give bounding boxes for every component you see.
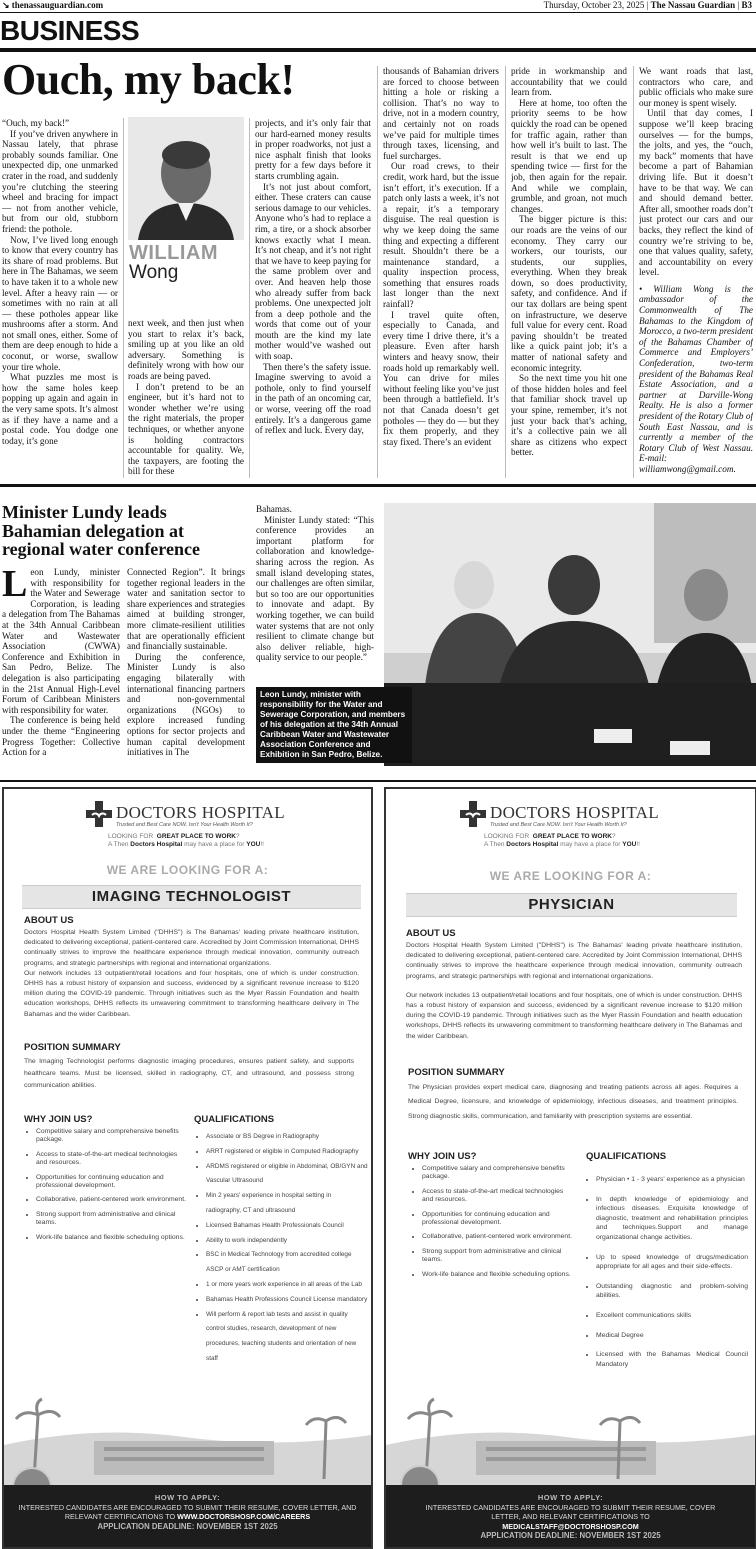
medical-staff-email[interactable]: MEDICALSTAFF@DOCTORSHOSP.COM [502, 1521, 639, 1531]
why-join-heading: WHY JOIN US? [408, 1151, 477, 1162]
qualifications-heading: QUALIFICATIONS [194, 1114, 275, 1125]
cross-icon [460, 801, 486, 827]
article-column-5: pride in workmanship and accountability that we could learn from. Here at home, too often the priority seems to be how quickly the road can be opened for traffic again, rather than how well it’s built to last. The result is that we end up spending twice — first for the job, then again for the repair. And while we complain, grumble, and groan, not much changes. The bigger picture is this: our roads are the veins of our economy. They carry our workers, our tourists, our students, our supplies, everything. When they break down, so does productivity, safety, and confidence. And if our tax dollars are being spent on infrastructure, we deserve full value for every cent. Road paving shouldn’t be treated like a quick paint job; it’s a matter of national safety and economic integrity. So the next time you hit one of those hidden holes and feel that familiar shock travel up your spine, remember, it’s not just your back that’s aching, it’s a collective pain we all share as citizens who expect better. [511, 66, 627, 458]
list-item: • Licensed with the Bahamas Medical Council Mandatory [596, 1350, 748, 1369]
delegation-photo [384, 503, 756, 766]
article-divider [0, 484, 756, 487]
hospital-illustration [386, 1375, 755, 1485]
article2-headline: Minister Lundy leads Bahamian delegation at regional water conference [2, 502, 200, 559]
list-item: • Medical Degree [596, 1331, 748, 1341]
list-item: • Competitive salary and comprehensive benefits package. [36, 1128, 186, 1145]
summary-text: The Physician provides expert medical care, diagnosing and treating patients across all ages. Requires a Medical Degree, licensure, and knowledge of epidemiology, infectious diseases, and treatment principles. Strong diagnostic skills, communication, and familiarity with prescription systems are essential. [408, 1084, 738, 1120]
job-title: IMAGING TECHNOLOGIST [22, 885, 361, 909]
summary-heading: POSITION SUMMARY [408, 1067, 505, 1078]
job-title: PHYSICIAN [406, 893, 737, 917]
dropcap: L [2, 567, 28, 605]
list-item: • Outstanding diagnostic and problem-solving abilities. [596, 1282, 748, 1301]
author-photo [128, 117, 244, 240]
article2-column-2: Connected Region”. It brings together regional leaders in the water and sanitation sector to share experiences and strategies aimed at building stronger, more climate-resilient utilities that are operationally efficient and financially sustainable. During the conference, Minister Lundy is also engaging bilaterally with international financing partners and non-governmental organizations (NGOs) to explore increased funding options for sector projects and human capital development initiatives in The [127, 567, 245, 758]
application-deadline: APPLICATION DEADLINE: NOVEMBER 1ST 2025 [97, 1521, 278, 1531]
photo-caption: Leon Lundy, minister with responsibility for the Water and Sewerage Corporation, and members of his delegation at the 34th Annual Caribbean Water and Wastewater Association Conference and Exhibition in San Pedro, Belize. [256, 687, 412, 763]
article-column-3: projects, and it’s only fair that our hard-earned money results in proper roadworks, not just a nice asphalt finish that looks pretty for a few days before it starts crumbling again. It’s not just about comfort, either. These craters can cause serious damage to our vehicles. Anyone who’s had to replace a rim, a tire, or a shock absorber knows exactly what I mean. It’s not cheap, and it’s not right that we have to keep paying for the same problem over and over. And heaven help those who already suffer from back problems. One unexpected jolt from a deep pothole and the words that come out of your mouth are the kind my late mother would’ve washed out with soap. Then there’s the safety issue. Imagine swerving to avoid a pothole, only to find yourself in the path of an oncoming car, or worse, veering off the road entirely. It’s a dangerous game of reflex and luck. Every day, [255, 118, 371, 436]
arrow-icon: ↘ [2, 0, 12, 10]
list-item: • Strong support from administrative and clinical teams. [422, 1248, 572, 1265]
list-item: • ARRT registered or eligible in Computed Radiography [206, 1145, 368, 1160]
list-item: • Associate or BS Degree in Radiography [206, 1130, 368, 1145]
list-item: • Strong support from administrative and clinical teams. [36, 1211, 186, 1228]
about-text: Doctors Hospital Health System Limited ("DHHS") is The Bahamas' leading private healthcare institution, dedicated to delivering exceptional, patient-centered care. Accredited by Joint Commission International, DHHS continually strives to improve the healthcare experience through medical innovation, community outreach programs, and strategic partnerships with regional and international organizations. Our network includes 13 outpatient/retail locations and four hospitals, one of which is under construction. DHHS has a robust history of expansion and success, evidenced by a significant revenue increase to $120 million during the COVID-19 pandemic. Through initiatives such as the Myer Rassin Foundation and health education workshops, DHHS reflects its unwavering commitment to transforming healthcare delivery in The Bahamas and the wider Caribbean. [406, 942, 742, 1040]
column-divider [377, 66, 378, 478]
how-to-apply: HOW TO APPLY: [537, 1493, 604, 1502]
apply-footer [386, 1485, 755, 1547]
list-item: • Excellent communications skills [596, 1311, 748, 1321]
list-item: • Opportunities for continuing education and professional development. [422, 1211, 572, 1228]
ad-imaging-technologist[interactable] [2, 787, 373, 1549]
careers-link[interactable]: WWW.DOCTORSHOSP.COM/CAREERS [177, 1512, 311, 1521]
apply-text: INTERESTED CANDIDATES ARE ENCOURAGED TO SUBMIT THEIR RESUME, COVER LETTER, AND RELEVANT CERTIFICATIONS TO WWW.DOCTORSHOSP.COM/CAREERS [18, 1502, 357, 1521]
cross-icon [86, 801, 112, 827]
list-item: • Physician • 1 - 3 years' experience as a physician [596, 1175, 748, 1185]
article2-column-1: Leon Lundy, minister with responsibility for the Water and Sewerage Corporation, is leading a delegation from The Bahamas at the 34th Annual Caribbean Water and Wastewater Association (CWWA) Conference and Exhibition in San Pedro, Belize. The delegation is also participating in the 21st Annual High-Level Forum of Caribbean Ministers with responsibility for water. The conference is being held under the theme “Engineering Progress Together: Collective Action for a [2, 567, 120, 758]
article-column-4: thousands of Bahamian drivers are forced to choose between hitting a hole or risking a collision. That’s no way to drive, not in a modern country, and certainly not on roads we’ve paid for multiple times through taxes, licensing, and fuel surcharges. Our road crews, to their credit, work hard, but the issue isn’t effort, it’s execution. If a patch only lasts a week, it’s not a repair, it’s a temporary disguise. The real question is why we keep doing the same thing and expecting a different result. Shouldn’t there be a maintenance standard, a quality inspection process, something that ensures roads last longer than the next rainfall? I travel quite often, especially to Canada, and every time I drive there, it’s a pleasure. Even after harsh winters and heavy snow, their roads hold up remarkably well. You can drive for miles without feeling like you’ve just been through a battlefield. It’s not that Canada doesn’t get potholes — they do — but they fix them properly, and they stay fixed. There’s an evident [383, 66, 499, 447]
column-divider [633, 66, 634, 478]
list-item: • Licensed Bahamas Health Professionals Council [206, 1219, 368, 1234]
looking-for-text: LOOKING FOR GREAT PLACE TO WORK? A Then Doctors Hospital may have a place for YOU!! [108, 833, 264, 848]
list-item: • Competitive salary and comprehensive benefits package. [422, 1165, 572, 1182]
why-join-list [412, 1165, 572, 1285]
list-item: • Opportunities for continuing education and professional development. [36, 1174, 186, 1191]
qualifications-list [196, 1130, 368, 1367]
top-rule [0, 12, 756, 13]
list-item: • Min 2 years' experience in hospital setting in radiography, CT and ultrasound [206, 1189, 368, 1219]
application-deadline: APPLICATION DEADLINE: NOVEMBER 1ST 2025 [480, 1531, 661, 1540]
section-title: BUSINESS [0, 15, 140, 46]
list-item: • Will perform & report lab tests and assist in quality control studies, research, development of new procedures, teaching students and orientation of new staff [206, 1308, 368, 1367]
list-item: • BSC in Medical Technology from accredited college ASCP or AMT certification [206, 1248, 368, 1278]
ads-divider [0, 780, 756, 782]
article-column-1: “Ouch, my back!” If you’ve driven anywhere in Nassau lately, that phrase probably sounds familiar. One unexpected dip, one unmarked crater in the road, and suddenly you’re clutching the steering wheel and bracing for impact — not from another vehicle, but from our old, stubborn friend: the pothole. Now, I’ve lived long enough to know that every country has its share of road problems. But here in The Bahamas, we seem to have taken it to a whole new level. After a heavy rain — or sometimes with no rain at all — these potholes appear like mushrooms after a storm. And not small ones, either. Some of them are deep enough to hide a coconut, or worse, swallow your tire whole. What puzzles me most is how the same holes keep popping up again and again in the very same spots. It’s almost as if they have a name and a postal code. You dodge one today, it’s gone [2, 118, 118, 446]
why-join-list [26, 1128, 186, 1248]
qualifications-heading: QUALIFICATIONS [586, 1151, 667, 1162]
list-item: • Collaborative, patient-centered work environment. [36, 1196, 186, 1204]
list-item: • Up to speed knowledge of drugs/medication appropriate for all ages and their side-effects. [596, 1253, 748, 1272]
author-bio: • William Wong is the ambassador of the Commonwealth of The Bahamas to the Kingdom of Morocco, a two-term president of the Bahamas Chamber of Commerce and Employers’ Confederation, two-term president of the Bahamas Real Estate Association, and a partner at Darville-Wong Realty. He is also a former president of the Rotary Club of South East Nassau, and is currently a member of the Rotary Club of West Nassau. E-mail: williamwong@gmail.com. [639, 283, 753, 474]
list-item: • Work-life balance and flexible scheduling options. [422, 1271, 572, 1279]
author-last-name: Wong [129, 262, 179, 283]
article2-column-3: Bahamas. Minister Lundy stated: “This conference provides an important platform for collaboration and knowledge-sharing across the region. As small island developing states, our challenges are often similar, but so too are our opportunities to innovate and adapt. By working together, we can build water systems that are not only resilient to climate change but also deliver reliable, high-quality service to our people.” [256, 504, 374, 663]
qualifications-list [586, 1175, 748, 1379]
summary-heading: POSITION SUMMARY [24, 1042, 121, 1053]
looking-for-text: LOOKING FOR GREAT PLACE TO WORK? A Then Doctors Hospital may have a place for YOU!! [484, 833, 640, 848]
list-item: • Bahamas Health Professions Council License mandatory [206, 1293, 368, 1308]
we-are-looking-heading: WE ARE LOOKING FOR A: [106, 863, 269, 877]
article-column-6: We want roads that last, contractors who care, and public officials who make sure our money is spent wisely. Until that day comes, I suppose we’ll keep bracing ourselves — for the bumps, the jolts, and yes, the “ouch, my back” moments that have become a part of Bahamian driving life. But it doesn’t have to be that way. We can and should demand better. After all, smoother roads don’t just protect our cars and our backs, they reflect the kind of country we’re striving to be, one that values quality, safety, and accountability on every level. • William Wong is the ambassador of the Commonwealth of The Bahamas to the Kingdom of Morocco, a two-term president of the Bahamas Chamber of Commerce and Employers’ Confederation, two-term president of the Bahamas Real Estate Association, and a partner at Darville-Wong Realty. He is also a former president of the Rotary Club of South East Nassau, and is currently a member of the Rotary Club of West Nassau. E-mail: williamwong@gmail.com. [639, 66, 753, 474]
hospital-illustration [4, 1375, 371, 1485]
tagline: Trusted and Best Care NOW. Isn't Your Health Worth It? [116, 822, 253, 828]
apply-text: INTERESTED CANDIDATES ARE ENCOURAGED TO SUBMIT THEIR RESUME, COVER LETTER, AND RELEVANT CERTIFICATIONS TO MEDICALSTAFF@DOCTORSHOSP.COM [425, 1502, 716, 1531]
brand-name: DOCTORS HOSPITAL [116, 803, 285, 822]
apply-footer [4, 1485, 371, 1547]
article-column-2: next week, and then just when you start to relax it’s back, smiling up at you like an old adversary. Something is definitely wrong with how our roads are being paved. I don’t pretend to be an engineer, but it’s hard not to wonder whether we’re using the right materials, the proper techniques, or whether anyone is holding contractors accountable for quality. We, the taxpayers, are footing the bill for these [128, 318, 244, 477]
masthead-bar [0, 0, 756, 12]
how-to-apply: HOW TO APPLY: [154, 1493, 221, 1502]
about-text: Doctors Hospital Health System Limited ("DHHS") is The Bahamas' leading private healthcare institution, dedicated to delivering exceptional, patient-centered care. Accredited by Joint Commission International, DHHS continually strives to improve the healthcare experience through medical innovation, community outreach programs, and strategic partnerships with regional and international organizations. Our network includes 13 outpatient/retail locations and four hospitals, one of which is under construction. DHHS has a robust history of expansion and success, evidenced by a significant revenue increase to $120 million during the COVID-19 pandemic. Through initiatives such as the Myer Rassin Foundation and health education workshops, DHHS reflects its unwavering commitment to transforming healthcare delivery in The Bahamas and the wider Caribbean. [24, 929, 359, 1018]
list-item: • Collaborative, patient-centered work environment. [422, 1233, 572, 1241]
site-url[interactable]: ↘ thenassauguardian.com [2, 0, 104, 10]
masthead-info: Thursday, October 23, 2025 | The Nassau Guardian | B3 [543, 0, 752, 10]
column-divider [123, 118, 124, 478]
list-item: • Access to state-of-the-art medical technologies and resources. [36, 1151, 186, 1168]
list-item: • Access to state-of-the-art medical technologies and resources. [422, 1188, 572, 1205]
list-item: • In depth knowledge of epidemiology and infectious diseases. Exquisite knowledge of diagnostic, treatment and rehabilitation principles and techniques.Support and manage organizational change activities. [596, 1195, 748, 1243]
about-heading: ABOUT US [406, 928, 456, 939]
doctors-hospital-logo [460, 801, 670, 831]
about-heading: ABOUT US [24, 915, 74, 926]
list-item: • ARDMS registered or eligible in Abdominal, OB/GYN and Vascular Ultrasound [206, 1160, 368, 1190]
list-item: • Work-life balance and flexible scheduling options. [36, 1234, 186, 1242]
section-rule [0, 48, 756, 52]
column-divider [249, 118, 250, 478]
article-headline: Ouch, my back! [2, 55, 295, 104]
list-item: • Ability to work independently [206, 1234, 368, 1249]
we-are-looking-heading: WE ARE LOOKING FOR A: [489, 869, 652, 883]
summary-text: The Imaging Technologist performs diagnostic imaging procedures, ensures patient safety, and supports healthcare teams. Must be licensed, skilled in radiography, CT, and ultrasound, and possess strong communication abilities. [24, 1058, 354, 1090]
brand-name: DOCTORS HOSPITAL [490, 803, 659, 822]
list-item: • 1 or more years work experience in all areas of the Lab [206, 1278, 368, 1293]
why-join-heading: WHY JOIN US? [24, 1114, 93, 1125]
column-divider [505, 66, 506, 478]
ad-physician[interactable] [384, 787, 756, 1549]
tagline: Trusted and Best Care NOW. Isn't Your Health Worth It? [490, 822, 627, 828]
doctors-hospital-logo [86, 801, 296, 831]
author-first-name: WILLIAM [129, 242, 219, 264]
